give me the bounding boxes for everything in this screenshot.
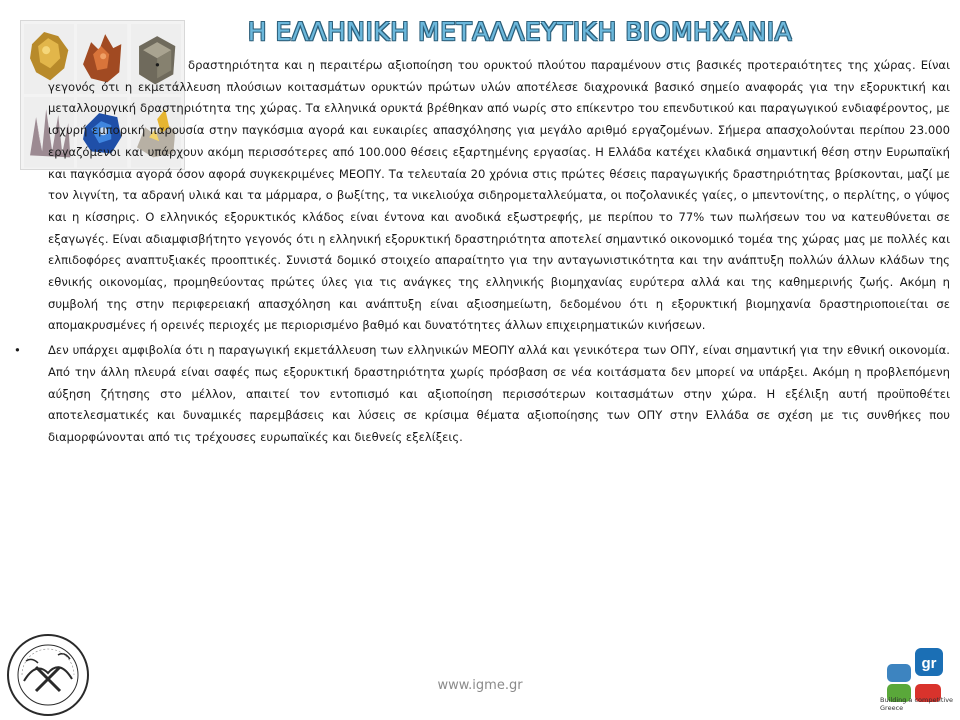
bullet-mark: • [14,343,21,358]
gr-logo-caption: Building a competitive Greece [880,696,954,712]
igme-seal-logo [6,633,90,717]
paragraph-text: δραστηριότητα και η περαιτέρω αξιοποίηση του ορυκτού πλούτου παραμένουν στις βασικές προτεραιότητες της χώρας. Είναι γεγονός ότι η εκμετάλλευση πλούσιων κοιτασμάτων ορυκτών πρώτων υλών αποτέλεσε διαχρονικά βασικό σημείο αναφοράς για την εξορυκτική και μεταλλουργική δραστηριότητα της χώρας. Τα ελληνικά ορυκτά βρέθηκαν από νωρίς στο επίκεντρο του επενδυτικού και παραγωγικού ενδιαφέροντος, με ισχυρή εμπορική παρουσία στην παγκόσμια αγορά και ευκαιρίες απασχόλησης για μεγάλο αριθμό εργαζομένων. Σήμερα απασχολούνται περίπου 23.000 εργαζόμενοι και υπάρχουν ακόμη περισσότερες από 100.000 θέσεις εξαρτημένης εργασίας. Η Ελλάδα κατέχει κλαδικά σημαντική θέση στην Ευρωπαϊκή και παγκόσμια αγορά όσον αφορά συγκεκριμένες ΜΕΟΠΥ. Τα τελευταία 20 χρόνια στις πρώτες θέσεις παραγωγικής δραστηριότητας βρίσκονται, μαζί με τον λιγνίτη, τα αδρανή υλικά και τα μάρμαρα, ο βωξίτης, τα νικελιούχα σιδηρομεταλλεύματα, οι ποζολανικές γαίες, ο μπεντονίτης, ο περλίτης, ο γύψος και η κίσσηρις. Ο ελληνικός εξορυκτικός κλάδος είναι έντονα και ανοδικά εξωστρεφής, με περίπου το 77% των πωλήσεων του να κατευθύνεται σε εξαγωγές. Είναι αδιαμφισβήτητο γεγονός ότι η ελληνική εξορυκτική δραστηριότητα αποτελεί σημαντικό οικονομικό τομέα της χώρας μας με πολλές και ελπιδοφόρες αναπτυξιακές προοπτικές. Συνιστά δομικό στοιχείο απαραίτητο για την ανταγωνιστικότητα και την ανάπτυξη πολλών άλλων κλάδων της εθνικής οικονομίας, προμηθεύοντας πρώτες ύλες για τις ανάγκες της ελληνικής βιομηχανίας ευρύτερα αλλά και της καθημερινής ζωής. Ακόμη η συμβολή της στην περιφερειακή απασχόληση και ανάπτυξη είναι αξιοσημείωτη, δεδομένου ότι η εξορυκτική βιομηχανία δραστηριοποιείται σε απομακρυσμένες ή ορεινές περιοχές με περιορισμένο βαθμό και δυνατότητες άλλων επιχειρηματικών κινήσεων. [48,58,950,333]
bullet-mark: • [154,58,161,72]
body-text [14,55,950,452]
paragraph [14,340,950,449]
paragraph [48,55,950,337]
paragraph-text: Δεν υπάρχει αμφιβολία ότι η παραγωγική εκμετάλλευση των ελληνικών ΜΕΟΠΥ αλλά και γενικότερα των ΟΠΥ, είναι σημαντική για την εθνική οικονομία. Από την άλλη πλευρά είναι σαφές πως εξορυκτική δραστηριότητα χωρίς πρόσβαση σε νέα κοιτάσματα δεν μπορεί να υπάρξει. Ακόμη η προβλεπόμενη αύξηση ζήτησης στο μέλλον, απαιτεί τον εντοπισμό και αξιοποίηση περισσότερων κοιτασμάτων στην χώρα. Η εξέλιξη αυτή προϋποθέτει αποτελεσματικές και δυναμικές παρεμβάσεις και λύσεις σε κρίσιμα θέματα αξιοποίησης των ΟΠΥ στην Ελλάδα σε σχέση με τις συνθήκες που διαμορφώνονται από τις τρέχουσες ευρωπαϊκές και διεθνείς εξελίξεις. [48,343,950,444]
website-url[interactable]: www.igme.gr [437,678,523,693]
gr-logo-text: gr [921,655,937,672]
page-title: Η ΕΛΛΗΝΙΚΗ ΜΕΤΑΛΛΕΥΤΙΚΗ ΒΙΟΜΗΧΑΝΙΑ [247,17,793,46]
